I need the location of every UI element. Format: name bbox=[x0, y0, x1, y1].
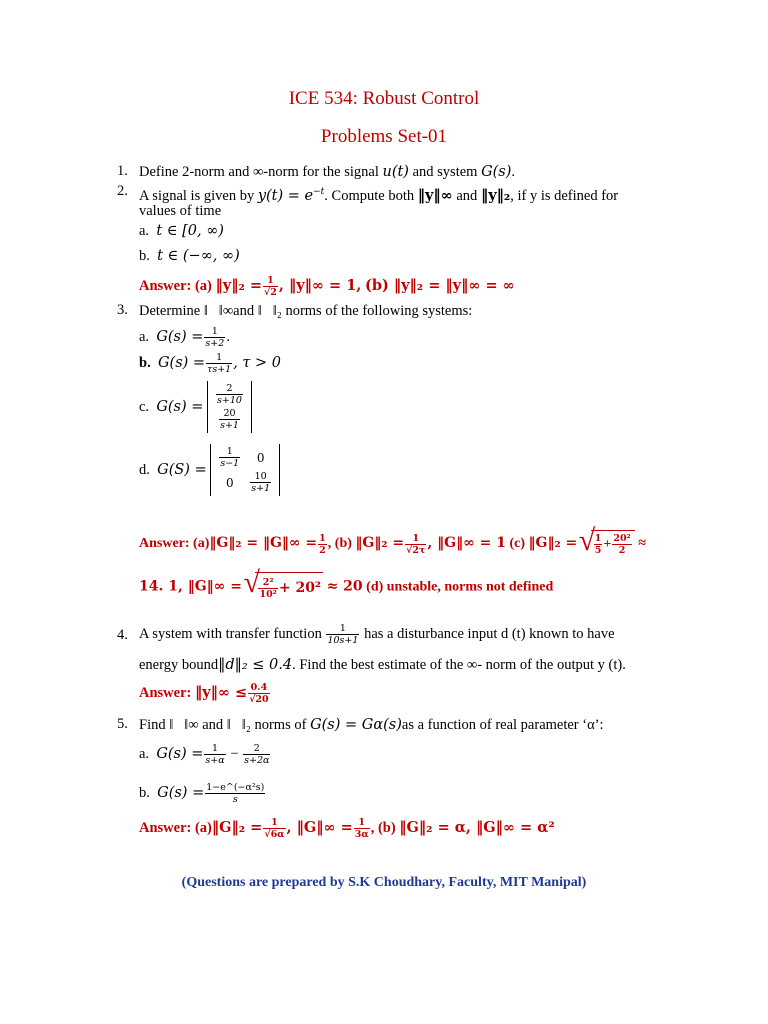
sub-item-a: a. G(s) = $\frac{1}{s+2}$ . bbox=[139, 326, 230, 350]
question-text: A signal is given by bbox=[139, 187, 255, 204]
question-number: 2. bbox=[117, 183, 128, 199]
question-number: 4. bbox=[117, 627, 128, 643]
sub-item-b: b. G(s) = $\frac{\text{1−e\textasciicircum{}(−α²s)}}{s}$ bbox=[139, 782, 265, 806]
footer-credit: (Questions are prepared by S.K Choudhary, Faculty, MIT Manipal) bbox=[181, 875, 587, 890]
question-text: and bbox=[456, 187, 478, 204]
math-expression: ‖y‖∞ bbox=[417, 186, 453, 204]
question-1 bbox=[139, 163, 515, 181]
question-5: Find ‖ ‖∞ and ‖ ‖₂ norms of G(s) = Gα(s)as a function of real parameter ‘α’: bbox=[139, 717, 604, 733]
matrix: $\frac{2}{s+10}$ $\frac{20}{s+1}$ bbox=[207, 381, 252, 433]
question-number: 1. bbox=[117, 163, 128, 179]
question-3: Determine ‖ ‖∞and ‖ ‖₂ norms of the following systems: bbox=[139, 303, 473, 319]
question-text: and system bbox=[412, 164, 478, 180]
sub-item-b: b. G(s) = $\frac{1}{\tau s+1}$ , τ > 0 bbox=[139, 352, 282, 376]
question-text: energy bound‖d‖₂ ≤ 0.4. Find the best estimate of the ∞- norm of the output y (t). bbox=[139, 657, 626, 673]
sub-item-c: c. G(s) = $\frac{2}{s+10}$ $\frac{20}{s+1}$ bbox=[139, 381, 252, 433]
sub-item-b: b. t ∈ (−∞, ∞) bbox=[139, 248, 240, 264]
math-expression: G(s) bbox=[481, 164, 512, 180]
answer-line: Answer: ‖y‖∞ ≤ $\frac{0.4}{√20}$ bbox=[139, 682, 269, 706]
sub-item-d: d. G(S) = $\frac{1}{s-1}$ 0 0 $\frac{10}{s+1}$ bbox=[139, 444, 280, 496]
question-text: values of time bbox=[139, 203, 222, 219]
page-title: ICE 534: Robust Control bbox=[288, 88, 480, 109]
answer-line: Answer: (a)‖G‖₂ = ‖G‖∞ = $\frac{1}{2}$ , (b) ‖G‖₂ = $\frac{1}{√2\tau}$ , ‖G‖∞ = 1 (c) ‖G‖₂ = √ $\frac{1}{5}$ + $\frac{\text{20²}}{2}$ ≈ bbox=[139, 530, 646, 558]
sub-item-a: a. G(s) = $\frac{1}{s+\alpha}$ − $\frac{2}{s+2\alpha}$ bbox=[139, 743, 270, 767]
question-4: A system with transfer function $\frac{1}{10s+1}$ has a disturbance input d (t) known to have bbox=[139, 623, 615, 647]
math-expression: u(t) bbox=[382, 164, 409, 180]
sub-item-a: a. t ∈ [0, ∞) bbox=[139, 223, 224, 239]
answer-line: Answer: (a) ‖y‖₂ = $\frac{1}{√2}$ , ‖y‖∞ = 1, (b) ‖y‖₂ = ‖y‖∞ = ∞ bbox=[139, 275, 515, 298]
math-expression: $y(t) = e^{-t}$ bbox=[257, 187, 325, 204]
question-text: , if y is defined for bbox=[510, 187, 619, 204]
answer-line: Answer: (a)‖G‖₂ = $\frac{1}{√6\alpha}$ , ‖G‖∞ = $\frac{1}{3\alpha}$ , (b) ‖G‖₂ = α, ‖G‖∞ = α² bbox=[139, 817, 555, 841]
answer-line: 14. 1, ‖G‖∞ = √ $\frac{\text{2²}}{\text{10²}}$ + 20² ≈ 20 (d) unstable, norms not defined bbox=[139, 572, 553, 603]
page-subtitle: Problems Set-01 bbox=[320, 126, 448, 147]
question-text: . bbox=[511, 164, 516, 180]
question-number: 5. bbox=[117, 716, 128, 732]
math-expression: ‖y‖₂ bbox=[480, 186, 511, 204]
question-text: . Compute both bbox=[324, 187, 415, 204]
matrix: $\frac{1}{s-1}$ 0 0 $\frac{10}{s+1}$ bbox=[210, 444, 280, 496]
question-number: 3. bbox=[117, 302, 128, 318]
question-text: Define 2-norm and ∞-norm for the signal bbox=[139, 164, 379, 180]
